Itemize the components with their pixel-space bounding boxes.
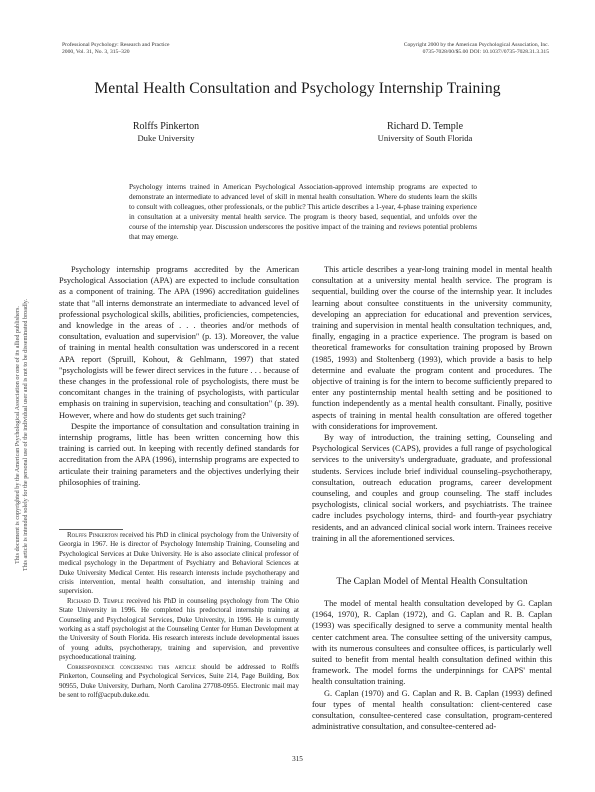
journal-name: Professional Psychology: Research and Practice — [62, 42, 170, 48]
copyright-line: Copyright 2000 by the American Psychological Association, Inc. — [403, 42, 549, 48]
author-note-lead: Rolffs Pinkerton — [67, 531, 118, 539]
running-header-right — [404, 42, 549, 56]
body-paragraph: Despite the importance of consultation and consultation training in internship programs, little has been written concerning how this training is carried out. In keeping with recently defined standards for accreditation from the APA (1996), internship programs are expected to articulate their training parameters and the objectives underlying their philosophies of training. — [59, 421, 299, 487]
author-note — [59, 531, 299, 597]
right-column — [312, 264, 552, 544]
body-paragraph: The model of mental health consultation developed by G. Caplan (1964, 1970), R. Caplan (1972), and G. Caplan and R. B. Caplan (1993) was specifically designed to serve a community mental health center catchment area. The consultee setting of the university campus, with its numerous consultees and consultee offices, is particularly well suited to benefit from mental health consultation defined within this framework. The model forms the underpinnings for CAPS' mental health consultation training. — [312, 599, 552, 687]
abstract: Psychology interns trained in American Psychological Association-approved internship programs are expected to demonstrate an intermediate to advanced level of skill in mental health consultation. Where do students learn the skills to consult with colleagues, other professionals, or the public? This article describes a 1-year, 4-phase training experience in consultation at a university mental health service. The program is theory based, sequential, and unfolds over the course of the internship year. Discussion underscores the positive impact of the training and reviews potential problems that may emerge. — [129, 183, 477, 242]
section-body — [312, 598, 552, 732]
copyright-sidebar — [14, 200, 32, 670]
doi-line: 0735-7028/00/$5.00 DOI: 10.1037//0735-7028.31.3.315 — [422, 49, 549, 55]
footnote-rule — [59, 529, 123, 530]
author-name: Richard D. Temple — [386, 121, 464, 132]
author-name: Rolffs Pinkerton — [132, 121, 200, 132]
correspondence-note — [59, 663, 299, 701]
page-number: 315 — [292, 755, 303, 763]
author-note — [59, 597, 299, 663]
section-heading: The Caplan Model of Mental Health Consultation — [336, 576, 528, 587]
author-note-lead: Richard D. Temple — [67, 596, 124, 605]
author-note-lead: Correspondence concerning this article — [67, 662, 196, 671]
left-column — [59, 264, 299, 488]
body-paragraph: G. Caplan (1970) and G. Caplan and R. B. Caplan (1993) defined four types of mental health consultation: client-centered case consultation, consultee-centered case consultation, program-centered administrative consultation, and consultee-centered ad- — [312, 688, 552, 732]
sidebar-line-1: This document is copyrighted by the American Psychological Association or one of its allied publishers. — [14, 306, 21, 564]
author-note-text: should be addressed to Rolffs Pinkerton, Counseling and Psychological Services, Suite 214, Page Building, Box 90955, Duke University, Durham, North Carolina 27708-0955. Electronic mail may be sent to rolf@acpub.duke.edu. — [59, 662, 299, 699]
article-title: Mental Health Consultation and Psychology Internship Training — [94, 80, 501, 97]
sidebar-line-2: This article is intended solely for the personal use of the individual user and is not to be disseminated broadly. — [22, 298, 29, 572]
body-paragraph: By way of introduction, the training setting, Counseling and Psychological Services (CAPS), provides a full range of psychological services to the university's undergraduate, graduate, and professional students. Services include brief individual counseling–psychotherapy, consultation, outreach education programs, career development counseling, and couples and group counseling. The staff includes psychologists, clinical social workers, and psychiatrists. The trainee cadre includes psychology interns, third- and fourth-year psychiatry residents, and an advanced clinical social work intern. Trainees receive training in all the aforementioned services. — [312, 433, 552, 543]
body-paragraph: Psychology internship programs accredited by the American Psychological Association (APA) are expected to include consultation as a component of training. The APA (1996) accreditation guidelines state that "all interns demonstrate an intermediate to advanced level of professional psychological skills, abilities, proficiencies, competencies, and knowledge in the areas of . . . theories and/or methods of consultation, evaluation and supervision" (p. 13). Moreover, the value of training in mental health consultation was underscored in a recent APA report (Spruill, Kohout, & Gehlmann, 1997) that stated "psychologists will be fewer direct services in the future . . . because of these changes in the professional role of psychologists, there must be concomitant changes in the training of psychologists, with particular emphasis on training in supervision, teaching and consultation" (p. 39). However, where and how do students get such training? — [59, 265, 299, 420]
author-notes — [59, 531, 299, 700]
author-note-text: received his PhD in counseling psychology from The Ohio State University in 1996. He completed his predoctoral internship training at Counseling and Psychological Services, Duke University, in 1996. He is currently working as a staff psychologist at the Counseling Center for Human Development at the University of South Florida. His research interests include developmental issues of young adults, psychotherapy, training and supervision, and preventive psychoeducational training. — [59, 596, 299, 662]
journal-volume: 2000, Vol. 31, No. 3, 315–320 — [62, 49, 130, 55]
body-paragraph: This article describes a year-long training model in mental health consultation at a university mental health service. The program is sequential, building over the course of the internship year. It includes learning about consultee constituents in the university community, developing an appreciation for educational and prevention services, training and supervision in mental health consultation techniques, and, finally, engaging in a practice experience. The program is based on theoretical frameworks for consultation training proposed by Brown (1985, 1993) and Stoltenberg (1993), which provide a basis to help determine and evaluate the program content and procedures. The objective of training is for the intern to become sufficiently prepared to enter any postinternship mental health setting and be positioned to function independently as a mental health consultant. Finally, positive aspects of training in mental health consultation are offered together with considerations for improvement. — [312, 265, 552, 431]
author-block — [86, 121, 246, 144]
author-affiliation: Duke University — [137, 132, 195, 143]
author-note-text: received his PhD in clinical psychology from the University of Georgia in 1967. He is director of Psychology Internship Training, Counseling and Psychological Services at Duke University. He is also associate clinical professor of medical psychology in the Department of Psychiatry and Behavioral Sciences at Duke University Medical Center. His research interests include psychotherapy and crisis intervention, mental health consultation, and internship training and supervision. — [59, 531, 300, 596]
running-header-left — [62, 42, 170, 56]
author-affiliation: University of South Florida — [377, 132, 473, 143]
author-block — [345, 121, 505, 144]
